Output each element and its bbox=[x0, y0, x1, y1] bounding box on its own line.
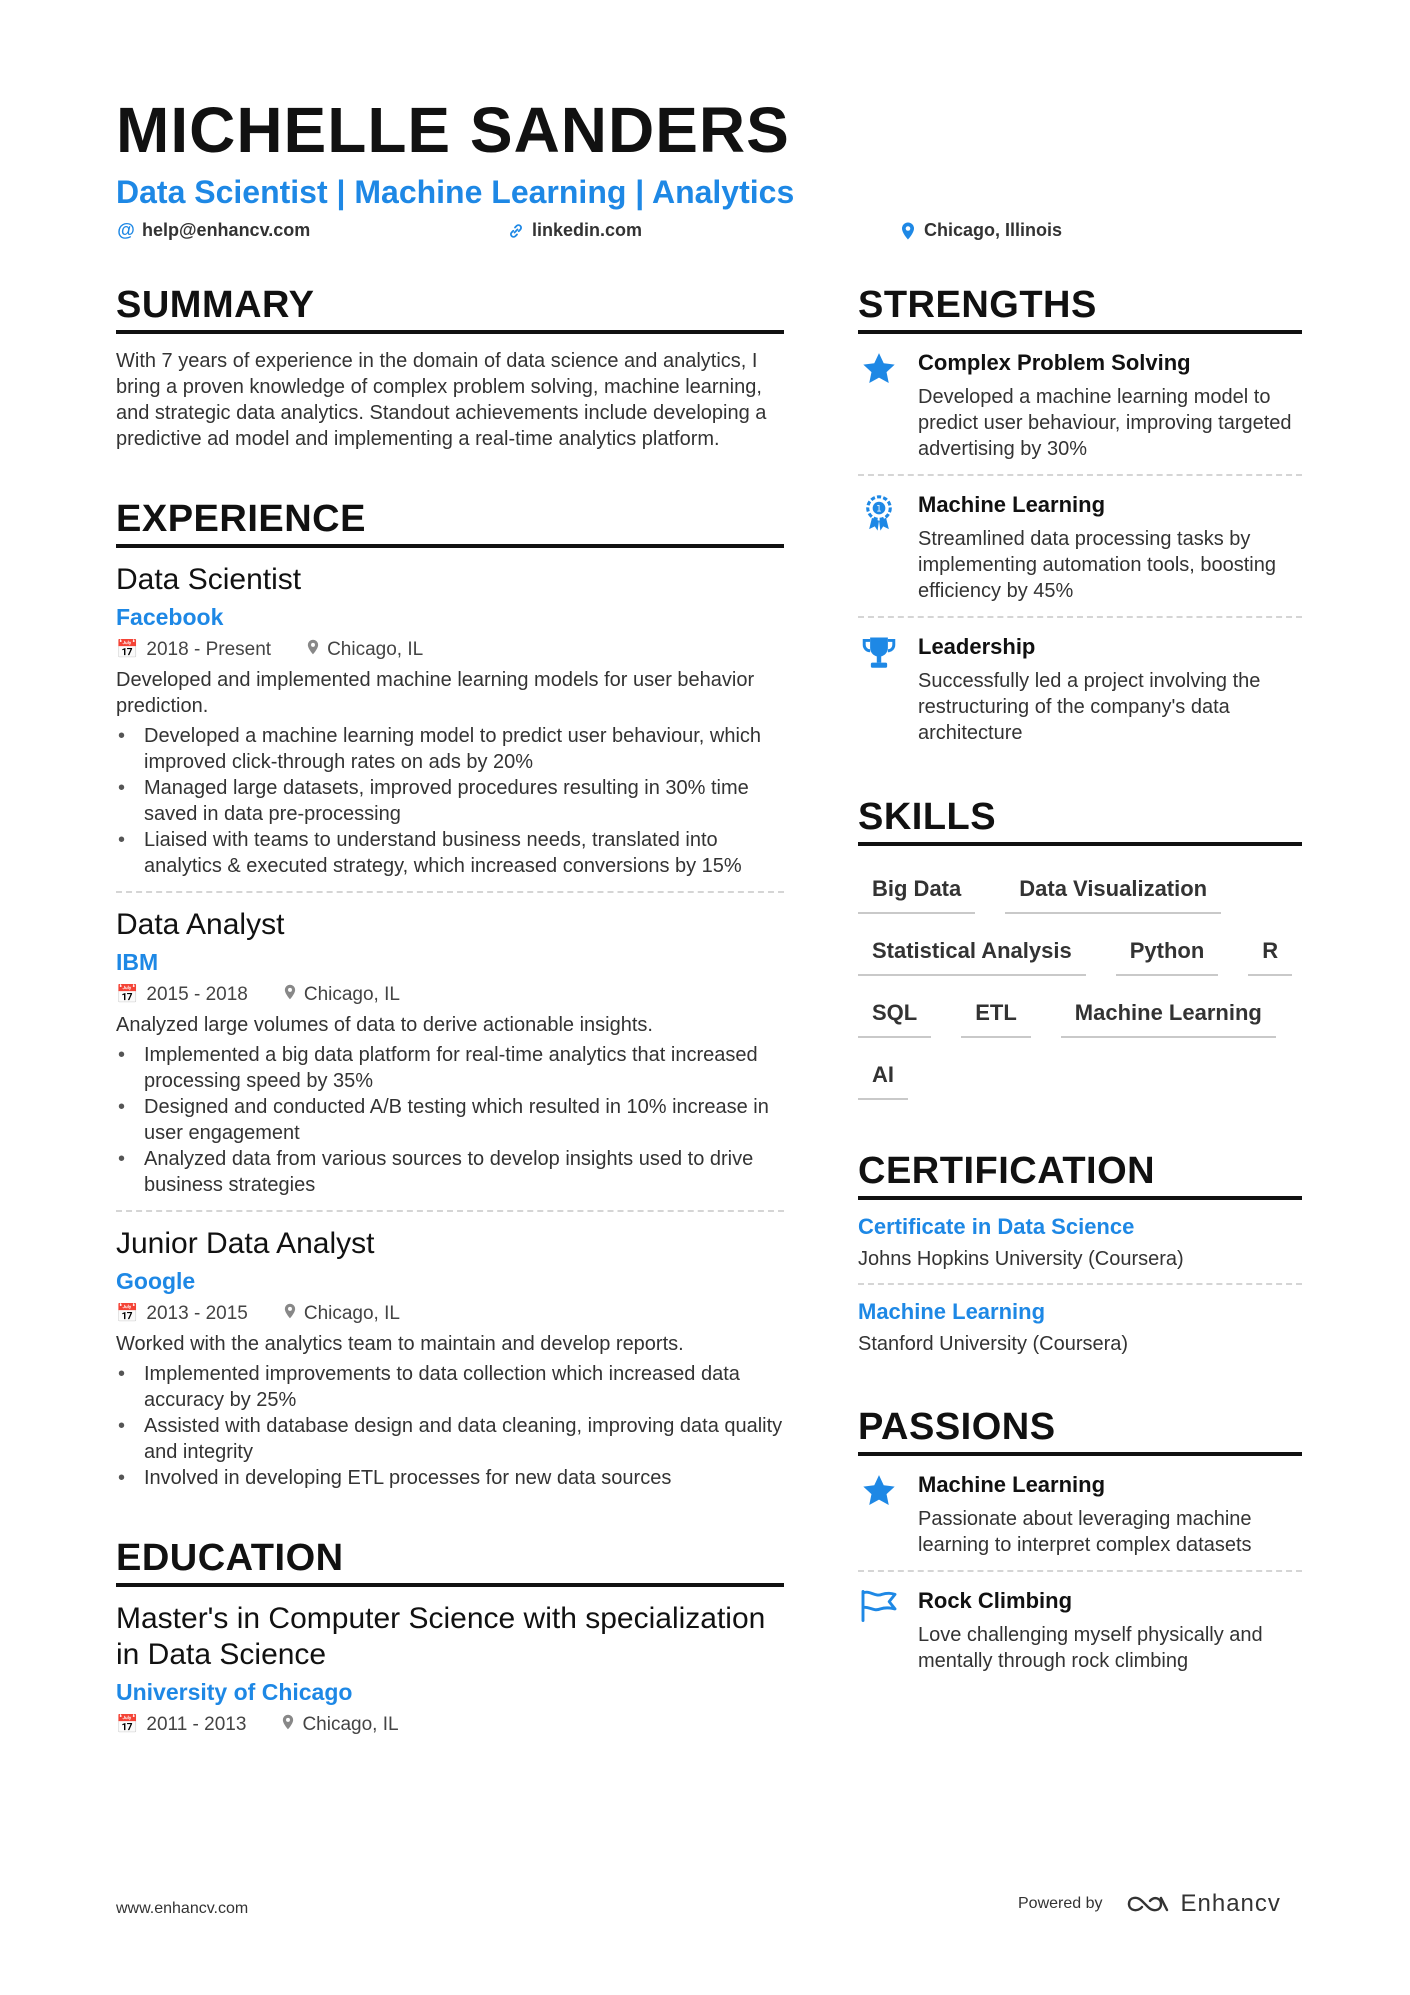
certification-entry bbox=[858, 1299, 1302, 1356]
job-dates: 2018 - Present bbox=[146, 638, 272, 660]
education-entry bbox=[116, 1601, 784, 1736]
candidate-name: MICHELLE SANDERS bbox=[116, 94, 790, 166]
experience-entry bbox=[116, 907, 784, 1212]
skill-tag: ETL bbox=[961, 984, 1031, 1038]
passion-desc: Passionate about leveraging machine learning to interpret complex datasets bbox=[918, 1507, 1252, 1556]
footer-website[interactable]: www.enhancv.com bbox=[116, 1900, 249, 1917]
certificate-issuer: Stanford University (Coursera) bbox=[858, 1332, 1129, 1355]
degree-title: Master's in Computer Science with specialization in Data Science bbox=[116, 1601, 766, 1671]
calendar-icon: 📅 bbox=[116, 1303, 139, 1324]
skill-tag: AI bbox=[858, 1046, 908, 1100]
experience-heading: EXPERIENCE bbox=[116, 500, 784, 548]
job-dates: 2013 - 2015 bbox=[146, 1302, 248, 1324]
email-text: help@enhancv.com bbox=[142, 220, 311, 240]
map-pin-icon bbox=[282, 1714, 294, 1735]
divider bbox=[116, 1210, 784, 1212]
strengths-heading: STRENGTHS bbox=[858, 286, 1302, 334]
strength-desc: Successfully led a project involving the restructuring of the company's data architecture bbox=[918, 669, 1261, 744]
passion-title: Rock Climbing bbox=[918, 1587, 1073, 1613]
map-pin-icon bbox=[284, 984, 296, 1005]
company-name: Google bbox=[116, 1267, 196, 1294]
calendar-icon: 📅 bbox=[116, 984, 139, 1005]
passion-item bbox=[858, 1456, 1302, 1558]
job-bullet: • Managed large datasets, improved procedures resulting in 30% time saved in data pre-processing bbox=[116, 775, 784, 827]
skill-tag: R bbox=[1248, 922, 1292, 976]
education-meta bbox=[116, 1714, 784, 1736]
svg-text:1: 1 bbox=[876, 503, 882, 514]
link-icon bbox=[506, 223, 526, 239]
skill-tag: Python bbox=[1116, 922, 1219, 976]
strength-title: Leadership bbox=[918, 633, 1036, 659]
contact-email[interactable] bbox=[116, 220, 310, 241]
certificate-title: Certificate in Data Science bbox=[858, 1213, 1135, 1239]
job-bullet: • Implemented a big data platform for real-time analytics that increased processing speed by 35% bbox=[116, 1042, 784, 1094]
education-dates: 2011 - 2013 bbox=[146, 1713, 247, 1735]
summary-text: With 7 years of experience in the domain of data science and analytics, I bring a proven knowledge of complex problem solving, machine learning, and strategic data analytics. Standout achievements include developing a predictive ad model and implementing a real-time analytics platform. bbox=[116, 349, 767, 450]
summary-heading: SUMMARY bbox=[116, 286, 784, 334]
divider bbox=[116, 891, 784, 893]
star-icon bbox=[858, 350, 900, 462]
right-column bbox=[858, 286, 1302, 1674]
strength-title: Machine Learning bbox=[918, 491, 1106, 517]
enhancv-logo bbox=[1125, 1890, 1281, 1918]
company-name: Facebook bbox=[116, 603, 224, 630]
job-title: Junior Data Analyst bbox=[116, 1226, 375, 1260]
skill-tag: Statistical Analysis bbox=[858, 922, 1086, 976]
job-description: Analyzed large volumes of data to derive actionable insights. bbox=[116, 1013, 653, 1036]
certification-entry bbox=[858, 1214, 1302, 1285]
map-pin-icon bbox=[898, 222, 918, 240]
strength-item bbox=[858, 618, 1302, 746]
job-bullet: • Implemented improvements to data collection which increased data accuracy by 25% bbox=[116, 1361, 784, 1413]
passion-title: Machine Learning bbox=[918, 1471, 1106, 1497]
footer-branding[interactable] bbox=[1018, 1890, 1281, 1918]
certificate-title: Machine Learning bbox=[858, 1298, 1046, 1324]
job-title: Data Analyst bbox=[116, 907, 285, 941]
job-location: Chicago, IL bbox=[327, 638, 424, 660]
calendar-icon: 📅 bbox=[116, 1714, 139, 1735]
job-dates: 2015 - 2018 bbox=[146, 983, 248, 1005]
location-text: Chicago, Illinois bbox=[924, 220, 1063, 240]
strength-item bbox=[858, 476, 1302, 604]
contact-linkedin[interactable] bbox=[506, 220, 642, 241]
trophy-icon bbox=[858, 634, 900, 746]
linkedin-text: linkedin.com bbox=[532, 220, 643, 240]
skill-tag: Data Visualization bbox=[1005, 860, 1221, 914]
job-bullets bbox=[116, 723, 784, 879]
certificate-issuer: Johns Hopkins University (Coursera) bbox=[858, 1247, 1184, 1270]
job-bullet: • Assisted with database design and data cleaning, improving data quality and integrity bbox=[116, 1413, 784, 1465]
job-meta bbox=[116, 639, 784, 661]
powered-by-label: Powered by bbox=[1018, 1895, 1103, 1912]
experience-entry bbox=[116, 562, 784, 893]
strength-desc: Developed a machine learning model to predict user behaviour, improving targeted advertising by 30% bbox=[918, 385, 1292, 460]
job-bullet: • Analyzed data from various sources to develop insights used to drive business strategies bbox=[116, 1146, 784, 1198]
job-meta bbox=[116, 984, 784, 1006]
school-name: University of Chicago bbox=[116, 1678, 353, 1705]
divider bbox=[858, 1283, 1302, 1285]
passion-item bbox=[858, 1572, 1302, 1674]
certification-heading: CERTIFICATION bbox=[858, 1152, 1302, 1200]
job-bullets bbox=[116, 1361, 784, 1491]
strength-desc: Streamlined data processing tasks by implementing automation tools, boosting efficiency by 45% bbox=[918, 527, 1276, 602]
job-bullets bbox=[116, 1042, 784, 1198]
skills-list bbox=[858, 852, 1302, 1100]
skills-heading: SKILLS bbox=[858, 798, 1302, 846]
experience-entry bbox=[116, 1226, 784, 1491]
passions-heading: PASSIONS bbox=[858, 1408, 1302, 1456]
passion-desc: Love challenging myself physically and mentally through rock climbing bbox=[918, 1623, 1263, 1672]
education-location: Chicago, IL bbox=[302, 1713, 399, 1735]
calendar-icon: 📅 bbox=[116, 639, 139, 660]
flag-icon bbox=[858, 1588, 900, 1674]
job-location: Chicago, IL bbox=[303, 1302, 400, 1324]
job-meta bbox=[116, 1303, 784, 1325]
job-description: Worked with the analytics team to maintain and develop reports. bbox=[116, 1332, 684, 1355]
job-bullet: • Liaised with teams to understand business needs, translated into analytics & executed strategy, which increased conversions by 15% bbox=[116, 827, 784, 879]
education-heading: EDUCATION bbox=[116, 1539, 784, 1587]
at-icon: @ bbox=[117, 220, 135, 240]
skill-tag: Big Data bbox=[858, 860, 975, 914]
strength-item bbox=[858, 334, 1302, 462]
job-title: Data Scientist bbox=[116, 562, 302, 596]
job-bullet: • Designed and conducted A/B testing which resulted in 10% increase in user engagement bbox=[116, 1094, 784, 1146]
brand-name: Enhancv bbox=[1180, 1890, 1281, 1917]
company-name: IBM bbox=[116, 948, 159, 975]
map-pin-icon bbox=[307, 639, 319, 660]
contact-location bbox=[898, 220, 1062, 241]
star-icon bbox=[858, 1472, 900, 1558]
left-column bbox=[116, 286, 784, 1736]
map-pin-icon bbox=[284, 1303, 296, 1324]
job-bullet: • Involved in developing ETL processes for new data sources bbox=[116, 1465, 784, 1491]
candidate-headline: Data Scientist | Machine Learning | Analytics bbox=[116, 174, 795, 210]
skill-tag: SQL bbox=[858, 984, 931, 1038]
award-ribbon-icon bbox=[858, 492, 900, 604]
job-location: Chicago, IL bbox=[303, 983, 400, 1005]
job-description: Developed and implemented machine learning models for user behavior prediction. bbox=[116, 668, 755, 717]
skill-tag: Machine Learning bbox=[1061, 984, 1276, 1038]
strength-title: Complex Problem Solving bbox=[918, 349, 1191, 375]
enhancv-logo-icon bbox=[1125, 1892, 1171, 1916]
job-bullet: • Developed a machine learning model to predict user behaviour, which improved click-through rates on ads by 20% bbox=[116, 723, 784, 775]
